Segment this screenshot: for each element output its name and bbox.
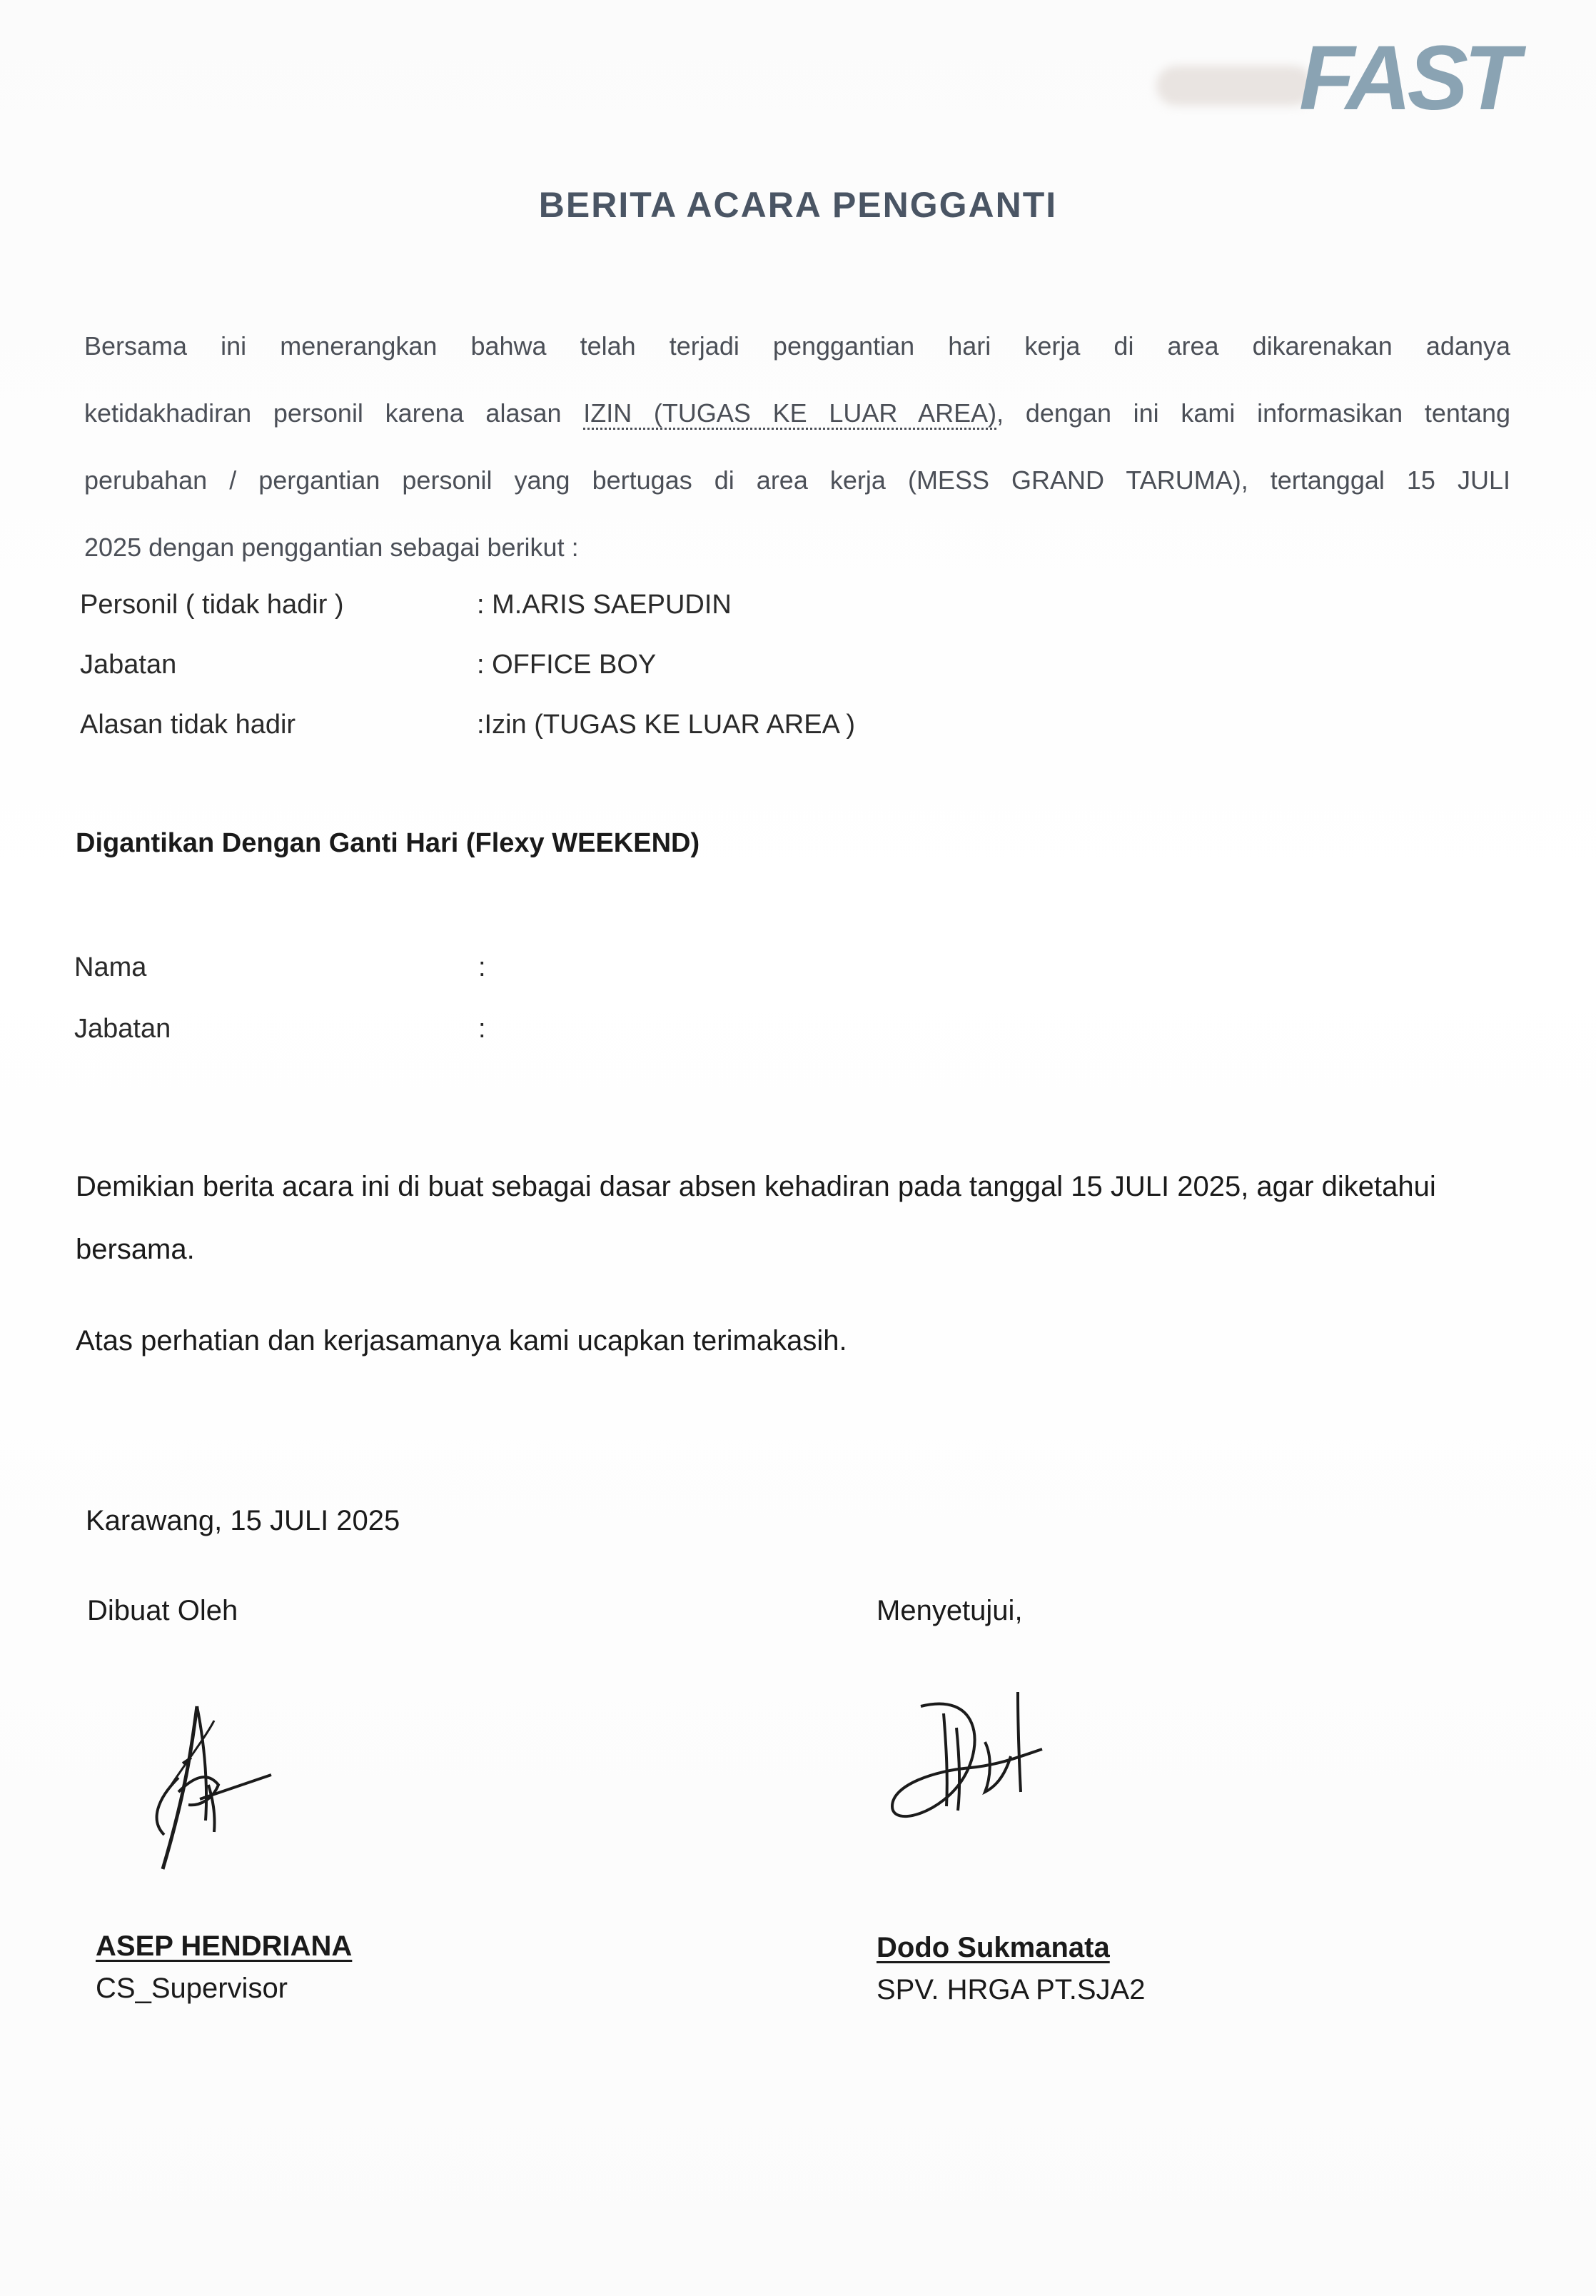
intro-paragraph: [84, 313, 1510, 581]
left-signatory-role: CS_Supervisor: [96, 1973, 288, 2004]
intro-line-2-end: , dengan ini kami informasikan tentang: [996, 398, 1510, 428]
field-alasan-value: :Izin (TUGAS KE LUAR AREA ): [477, 710, 856, 740]
field-jabatan: [80, 647, 1079, 683]
right-signatory: [877, 1932, 1145, 2006]
place-date: Karawang, 15 JULI 2025: [86, 1505, 400, 1536]
intro-line-2: [84, 380, 1510, 447]
left-signatory-name: ASEP HENDRIANA: [96, 1930, 353, 1962]
field-jabatan-value: : OFFICE BOY: [477, 650, 657, 680]
company-logo: [1149, 27, 1516, 136]
field-nama-label: Nama: [74, 952, 147, 982]
field-jabatan-label: Jabatan: [80, 650, 177, 680]
field-alasan: [80, 707, 1079, 742]
left-signatory-caption: Dibuat Oleh: [87, 1595, 238, 1626]
field-replacement-jabatan-value: :: [478, 1014, 486, 1044]
left-signature: [128, 1692, 286, 1878]
right-signatory-role: SPV. HRGA PT.SJA2: [877, 1974, 1146, 2005]
field-personil: [80, 587, 1079, 623]
logo-wordmark: FAST: [1299, 27, 1516, 129]
closing-line-1: Demikian berita acara ini di buat sebagai dasar absen kehadiran pada tanggal 15 JULI 2025, agar diketahui: [76, 1171, 1436, 1202]
logo-faded-mark: [1156, 66, 1313, 106]
field-personil-label: Personil ( tidak hadir ): [80, 590, 344, 620]
right-signatory-caption: Menyetujui,: [877, 1595, 1023, 1626]
field-nama-value: :: [478, 952, 486, 982]
intro-line-3: perubahan / pergantian personil yang bertugas di area kerja (MESS GRAND TARUMA), tertanggal 15 JULI: [84, 465, 1510, 495]
field-replacement-jabatan: [74, 1011, 1074, 1047]
replacement-heading: Digantikan Dengan Ganti Hari (Flexy WEEKEND): [76, 828, 700, 858]
right-signature: [878, 1685, 1064, 1842]
left-signatory: [96, 1930, 352, 2005]
field-replacement-jabatan-label: Jabatan: [74, 1014, 171, 1044]
field-personil-value: : M.ARIS SAEPUDIN: [477, 590, 732, 620]
field-alasan-label: Alasan tidak hadir: [80, 710, 296, 740]
intro-reason-izin: IZIN (TUGAS KE LUAR AREA): [583, 398, 996, 430]
closing-line-2: bersama.: [76, 1234, 195, 1265]
field-nama: [74, 950, 1074, 985]
intro-line-2-start: ketidakhadiran personil karena alasan: [84, 398, 584, 428]
intro-line-1: Bersama ini menerangkan bahwa telah terjadi penggantian hari kerja di area dikarenakan adanya: [84, 331, 1510, 361]
intro-line-4: 2025 dengan penggantian sebagai berikut :: [84, 533, 579, 562]
right-signatory-name: Dodo Sukmanata: [877, 1932, 1110, 1963]
document-title: BERITA ACARA PENGGANTI: [538, 185, 1058, 225]
closing-thanks: Atas perhatian dan kerjasamanya kami ucapkan terimakasih.: [76, 1325, 847, 1356]
